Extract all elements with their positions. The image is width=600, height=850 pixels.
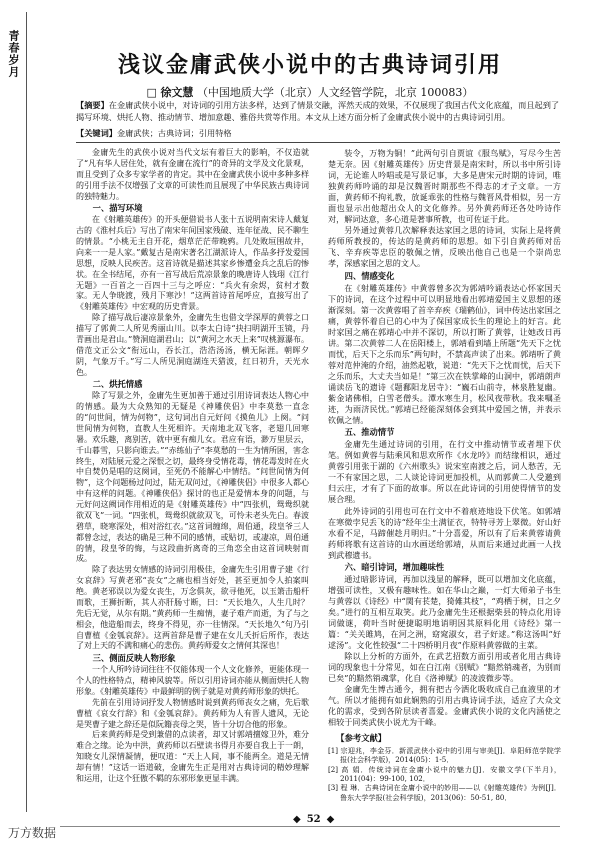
running-head: 青春岁月 [7,30,20,78]
body-column-right [328,148,561,802]
author-square-icon: □ [146,86,161,99]
paragraph: 后来黄药师是受到兼借的点读者，却又讨郭靖擅嫁卫外，难分难合之缘。论为中洪，黄药师以石壁读书得月亦要自我上于一朗，知晓女儿深情凝情，便叹道：“天上人间，事不能两全。道是无情却有情！”这话一语道破，金庸先生正是用对古典诗词的精妙理解和运用，让这个狂傲不羁的东邪形象更显丰满。 [76,730,309,783]
paragraph: 另外通过黄蓉几次解释表达家国之思的诗词，实际上是将黄药师所教授的，传达的是黄药师的思想。如下引自黄药师对岳飞、辛弃疾等忠臣的敬佩之情，反映出他自己也是一个崇尚忠孝，深感家国之思的文人。 [328,225,561,269]
section-heading: 五、推动情节 [344,427,395,438]
page-number: ◆ 52 ◆ [293,814,335,825]
reference-item: [2] 高 娟．传统诗词在金庸小说中的魅力[J]．安徽文学(下半月)，2011(04)：99-100, 102． [328,764,561,784]
section-heading: 二、烘托情感 [92,379,143,390]
keywords [76,128,560,139]
author-line [60,84,560,100]
keywords-text: 金庸武侠；古典诗词；引用特格 [116,128,232,138]
section-heading: 一、描写环境 [92,203,143,214]
article-title: 浅议金庸武侠小说中的古典诗词引用 [117,53,502,78]
page-number-text: 52 [306,814,321,825]
abstract-text: 在金庸武侠小说中，对诗词的引用方法多样，达到了情景交融，浑然天成的效果，不仅展现了我国古代文化底蕴，而且起到了揭写环境、烘托人物、推动情节、增加意趣、雅俗共赏等作用。本文从上述方面分析了金庸武侠小说中的古典诗词引用。 [76,100,560,122]
paragraph: 除了描写战后凄凉景象外，金庸先生也借文学深厚的黄蓉之口描写了郭黄二人所见秀丽山川。以李太白诗“抉扫明湖开玉镜，丹青画出是君山。”赞洞庭湖君山；以“黄河之水天上来”叹桃源瀑布。借范文正公文“衔远山，吞长江，浩浩汤汤，横无际涯。朝晖夕阴，气象万千。”写二人所见洞庭湖连天猎波，红日初升，天光水色。 [76,313,309,377]
author-affiliation: （中国地质大学（北京）人文经管学院，北京 100083） [196,86,474,99]
paragraph: 先前在引用诗词抒发人物情感时说到黄药师丧女之痛，先后歌曹植《哀女行辞》和《金瓠哀辞》。黄药师为人有晋人遗风，无论是哭曹子建之辞还是似阮籍丧母之哭，皆十分切合他的形象。 [76,697,309,729]
section-heading: 三、侧面反映人物形象 [92,653,176,664]
paragraph: 除了写景之外，金庸先生更加善于通过引用诗词表达人物心中的情感。最为大众熟知的无疑是《神雕侠侣》中李莫愁一直念的“问世间，情为何物”，这句词出自元好问《摸鱼儿》上阕。“问世间情为何物，直教人生死相许。天南地北双飞客，老翅几回寒暑。欢乐趣，离别苦，就中更有痴儿女。君应有语，渺万里层云，千山暮雪，只影向谁去。”“赤练仙子”李莫愁的一生为情所困，害念终生，对陆展元爱之深恨之切，最终身受情花毒，情花毒发时在火中自焚仍是唱的这阕词，至死仍不能解心中情结。“问世间情为何物”，这个问题杨过问过，陆无双问过，《神雕侠侣》中很多人都心中有这样的问题。《神雕侠侣》探讨的也正是爱情本身的问题，与元好问这阙词作用相近的是《射雕英雄传》中“四张机，鸳鸯织就欲双飞”一词。“四张机，鸳鸯织就欲双飞，可怜未老头先白。春波碧草，晓寒深处，相对浴红衣。”这首词缠绵，周伯通，段皇爷三人都曾念过，表达的确是三种不同的感情，或贴切，或凄凉，周伯通的情，段皇爷的悔，与这段曲折离奇的三角恋全由这首词映射而成。 [76,391,309,564]
paragraph: 金庸先生通过诗词的引用，在行文中推动情节或者埋下伏笔。例如黄蓉与陆乘风和思欢所作《水龙吟》而结缘相识，通过黄蓉引用张于湖的《六州歌头》说宋室南渡之后，词人愁苦，无一不有家国之思，二人谈论诗词更加投机，从而郭黄二人受邀到归云庄，才有了下面的故事。所以在此诗词的引用使得情节的发展合理。 [328,439,561,505]
paragraph: 除以上分析的方面外，在武艺招数方面引用或者化用古典诗词的现象也十分常见，如在白江南《别赋》“黯然销魂者，为别而已矣”的黯然销魂掌，化自《洛神赋》的凌波微步等。 [328,651,561,684]
footer-rule [60,826,560,827]
reference-item: [1] 宗迎兆，李金芬．新派武侠小说中的引用与审美[J]．阜阳师范学院学报(社会科学版)，2014(05)：1-5． [328,745,561,765]
body-column-left [76,148,309,785]
references [328,734,561,802]
divider [76,142,560,143]
section-heading: 六、暗引诗词，增加趣味性 [344,561,445,572]
watermark: 万方数据 [8,826,57,840]
paragraph: 在《射雕英雄传》的开头便借说书人张十五说明南宋诗人戴复古的《淮村兵后》写出了南宋年间国家残破、连年征战、民不聊生的情景。“小桃无主自开花，烟草茫茫带晚鸦。几处败垣围故井，向来一一是人家。”戴复古是南宋著名江湖派诗人，作品多抒发爱国思想，反映人民疾苦。这首诗就是描述其家乡惨遭金兵之乱后的惨状。在全书结尾，亦有一首写战后荒凉景象的晚唐诗人钱珝《江行无题》一百首之一百四十三与之呼应：“兵火有余烬，贫村才数家。无人争晓渡，残月下寒沙！”这两首诗首尾呼应，直接写出了《射雕英雄传》中宏观的历史背景。 [76,215,309,312]
keywords-label: 【关键词】 [76,128,117,138]
references-title: 【参考文献】 [336,733,387,744]
abstract [76,100,560,123]
paragraph: 一个人所吟诗词往往不仅能体现一个人文化修养，更能体现一个人的性格特点，精神风貌等。所以引用诗词亦能从侧面烘托人物形象。《射雕英雄传》中最鲜明的例子就是对黄药师形象的烘托。 [76,665,309,696]
paragraph: 金庸先生博古通今，拥有把古今洒化吸收成自己血液里的才气。所以才能拥有如此娴熟的引用古典诗词手法，适应了大众文化的需求，受到各阶层读者喜爱。金庸武侠小说的文化内涵使之相较于同类武侠小说尤为干峰。 [328,684,561,728]
paragraph: 在《射雕英雄传》中黄蓉曾多次为郭靖吟诵表达心怀家国天下的诗词，在这个过程中可以明显地看出郭靖爱国主义思想的逐渐深刻。第一次黄蓉唱了首辛弃疾《瑞鹤仙》，词中传达出家国之痛，黄蓉怀着自已的心中为了保国家成长生的理论上的好言。此时家国之痛在郭靖心中并不深切，所以打断了黄蓉，让她改日再讲。第二次黄蓉二人在岳阳楼上，郭靖看到墙上所题“先天下之忧而忧，后天下之乐而乐”两句时，不禁高声读了出来。郭靖听了黄蓉对范仲淹的介绍，油然起敬，说道：“先天下之忧而忧，后天下之乐而乐，大丈夫当如是！”第三次在铁掌峰的山洞中，郭靖朗声诵读岳飞的遗诗《题鄱阳龙居寺》：“巍石山前寺，林泉胜复幽。紫金诸佛相，白雪老僧头。潭水寒生月，松风夜带秋。我来嘱圣迹，为雨济民忧。”郭靖已经能深刻体会到其中爱国之情，并表示钦佩之情。 [328,282,561,426]
section-heading: 四、情感变化 [344,270,395,281]
author-name: 徐文慧 [160,86,194,99]
paragraph: 金庸先生的武侠小说对当代文坛有着巨大的影响，不仅造就了“凡有华人居住处，就有金庸在流行”的奇异的文学及文化景观，而且受到了众多专家学者的肯定。其中在金庸武侠小说中多种多样的引用手法不仅增强了文章的可读性而且展现了中华民族古典诗词的独特魅力。 [76,148,309,201]
paragraph: 除了表达男女情感的诗词引用极佳，金庸先生引用曹子建《行女哀辞》写黄老邪“丧女”之痛也相当好处，甚至更加令人拍案叫绝。黄老邪误以为爱女丧生，万念俱灰，欲寻他死，以玉箫击船杆而歌，王狮折断，其人亦肝肠寸断，曰：“天长地久，人生几时？先后无觉，从尔有期。”黄药师一生痴情，妻子难产而逝，为了与之相会，他造船而去，终身不得见，亦一往情深。“天长地久”句乃引自曹植《金瓠哀辞》。这两首辞是曹子建在女儿夭折后所作，表达了对上天的不满和痛心的悲伤。黄药师爱女之情何其深也！ [76,565,309,651]
paragraph: 通过暗影诗词，再加以浅显的解释，既可以增加文化底蕴，增强可读性，又极有趣味性。如在华山之巅，一灯大师弟子书生与黄蓉以《诗经》中“関有苌楚，猗傩其枝”，“鸡栖于树，日之夕矣。”进行的互相互取笑。此乃金庸先生还根据柴县的特点化用诗词做谜，荷叶当时便捷聪明地诮明因其原料化用《诗经》第一篇：“关关雎鸠，在河之洲，窈窕淑女，君子好逑。”称这汤叫“好逑汤”。文化性较强“二十四桥明月夜”作原料黄蓉做的主菜。 [328,573,561,651]
paragraph: 此外诗词的引用也可在行文中不着痕迹地设下伏笔。如郭靖在寒微孛兒丢飞的诗“经年尘土满征衣，特特寻芳上翠微。好山好水看不足，马蹄催趁月明归。”十分喜爱，所以有了后来黄蓉请黄药师将歌有这首诗的山水画送给郭靖，从而后来通过此画一人找到武穆遗书。 [328,505,561,560]
margin-rule [26,12,27,812]
abstract-label: 【摘要】 [76,100,109,110]
reference-item: [3] 程 琳．古典诗词在金庸小说中的妙用——以《射雕英雄传》为例[J]．鲁东大学学报(社会科学版)，2013(06)：50-51, 80． [328,783,561,802]
paragraph: 装令，万物为铜！”此两句引自贾谊《服鸟赋》，写尽今生苦楚无奈。因《射雕英雄传》历史背景是南宋时，所以书中所引诗词，无论谁人吟唱或是写景记事，大多是唐宋元时期的诗词，唯独黄药师吟诵的却是汉魏晋时期那些不得志的才子文章。一方面，黄药师不拘礼教，放诞乖张的性格与魏晋风骨相似，另一方面也显示出他超出众人的文化修养。另外黄药师还各处吟诗作对，解词达意，多心道是著事所教，也可佐证于此。 [328,148,561,225]
